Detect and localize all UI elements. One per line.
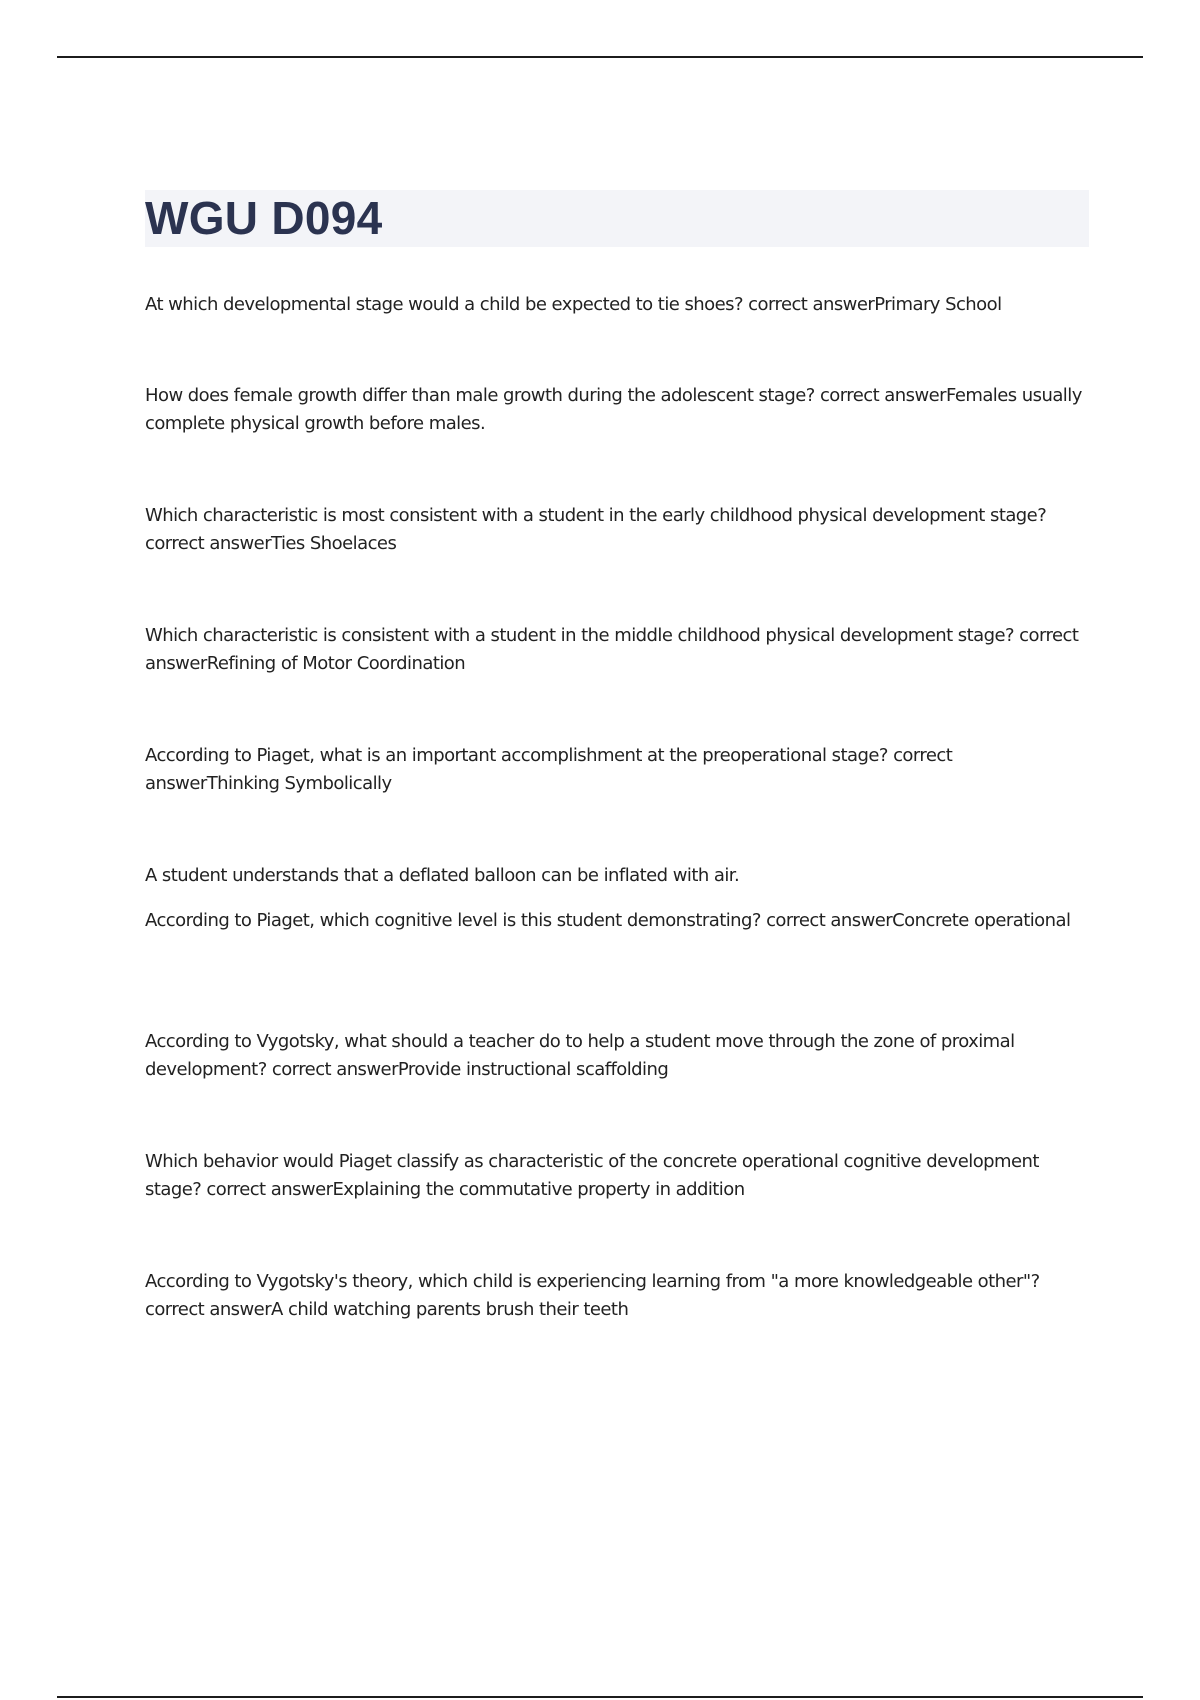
qa-item-9: According to Vygotsky's theory, which child is experiencing learning from "a more knowledgeable other"? correct answerA child watching parents brush their teeth <box>145 1271 1040 1320</box>
qa-item-4: Which characteristic is consistent with a student in the middle childhood physical development stage? correct answerRefining of Motor Coordination <box>145 625 1079 674</box>
footer-rule <box>57 1696 1143 1698</box>
qa-item-6-scenario: A student understands that a deflated balloon can be inflated with air. <box>145 865 740 886</box>
header-rule <box>57 56 1143 58</box>
qa-item-6-question: According to Piaget, which cognitive level is this student demonstrating? correct answerConcrete operational <box>145 910 1071 931</box>
qa-item-5: According to Piaget, what is an important accomplishment at the preoperational stage? correct answerThinking Symbolically <box>145 745 953 794</box>
page-title: WGU D094 <box>145 192 383 244</box>
qa-item-1: At which developmental stage would a child be expected to tie shoes? correct answerPrimary School <box>145 294 1002 315</box>
qa-item-8: Which behavior would Piaget classify as characteristic of the concrete operational cognitive development stage? correct answerExplaining the commutative property in addition <box>145 1151 1039 1200</box>
qa-item-3: Which characteristic is most consistent with a student in the early childhood physical development stage? correct answerTies Shoelaces <box>145 505 1047 554</box>
qa-item-2: How does female growth differ than male growth during the adolescent stage? correct answerFemales usually complete physical growth before males. <box>145 385 1082 434</box>
qa-item-7: According to Vygotsky, what should a teacher do to help a student move through the zone of proximal development? correct answerProvide instructional scaffolding <box>145 1031 1015 1080</box>
